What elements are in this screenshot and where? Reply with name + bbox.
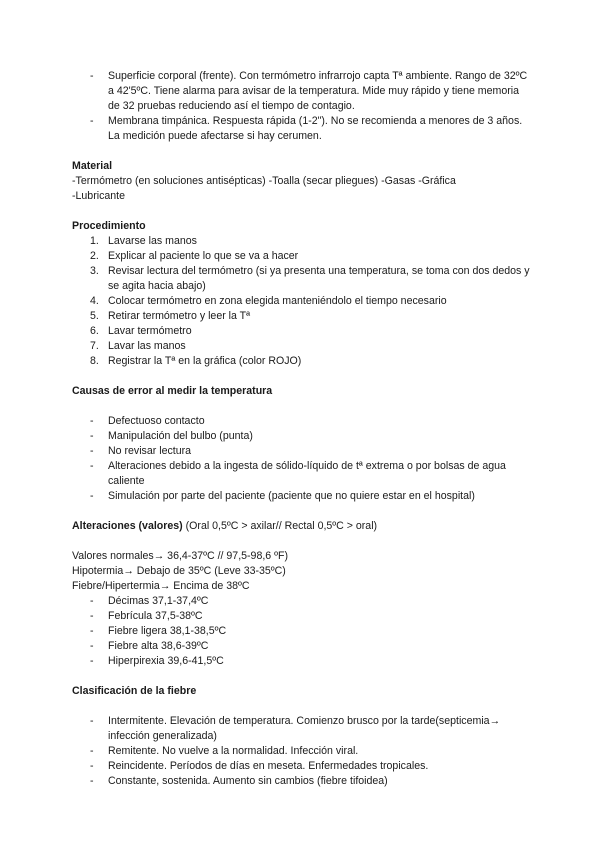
hipotermia-line: Hipotermia→ Debajo de 35ºC (Leve 33-35ºC) — [72, 565, 286, 577]
causas-heading: Causas de error al medir la temperatura — [72, 385, 273, 397]
intro-list — [72, 69, 532, 144]
list-item: 4. Colocar termómetro en zona elegida manteniéndolo el tiempo necesario — [90, 295, 447, 307]
list-item: - Defectuoso contacto — [90, 415, 205, 427]
fiebre-grados-list — [72, 594, 532, 669]
document-page — [72, 69, 532, 789]
material-line: -Termómetro (en soluciones antisépticas) -Toalla (secar pliegues) -Gasas -Gráfica — [72, 175, 456, 187]
fiebre-line: Fiebre/Hipertermia→ Encima de 38ºC — [72, 580, 250, 592]
list-item: - Reincidente. Períodos de días en meseta. Enfermedades tropicales. — [90, 760, 429, 772]
material-line: -Lubricante — [72, 190, 125, 202]
list-item: - Manipulación del bulbo (punta) — [90, 430, 253, 442]
clasificacion-list — [72, 714, 532, 789]
list-item: - Simulación por parte del paciente (paciente que no quiere estar en el hospital) — [90, 490, 475, 502]
list-item: - Membrana timpánica. Respuesta rápida (1-2"). No se recomienda a menores de 3 años. La medición puede afectarse si hay cerumen. — [90, 115, 523, 142]
list-item: - Fiebre alta 38,6-39ºC — [90, 640, 209, 652]
list-item: - Alteraciones debido a la ingesta de sólido-líquido de tª extrema o por bolsas de agua caliente — [90, 460, 506, 487]
list-item: - Décimas 37,1-37,4ºC — [90, 595, 209, 607]
list-item: 3. Revisar lectura del termómetro (si ya presenta una temperatura, se toma con dos dedos y se agita hacia abajo) — [90, 265, 530, 292]
list-item: 5. Retirar termómetro y leer la Tª — [90, 310, 251, 322]
list-item: 6. Lavar termómetro — [90, 325, 192, 337]
list-item: 7. Lavar las manos — [90, 340, 186, 352]
list-item: 1. Lavarse las manos — [90, 235, 197, 247]
causas-list — [72, 414, 532, 504]
list-item: - No revisar lectura — [90, 445, 192, 457]
list-item: - Remitente. No vuelve a la normalidad. Infección viral. — [90, 745, 359, 757]
list-item: - Intermitente. Elevación de temperatura. Comienzo brusco por la tarde(septicemia→ infección generalizada) — [90, 715, 501, 742]
list-item: 8. Registrar la Tª en la gráfica (color ROJO) — [90, 355, 302, 367]
alteraciones-heading: Alteraciones (valores) (Oral 0,5ºC > axilar// Rectal 0,5ºC > oral) — [72, 520, 378, 532]
list-item: 2. Explicar al paciente lo que se va a hacer — [90, 250, 299, 262]
clasificacion-heading: Clasificación de la fiebre — [72, 685, 197, 697]
procedimiento-heading: Procedimiento — [72, 220, 146, 232]
procedimiento-list — [72, 234, 532, 369]
list-item: - Febrícula 37,5-38ºC — [90, 610, 203, 622]
valores-normales: Valores normales→ 36,4-37ºC // 97,5-98,6 ºF) — [72, 550, 288, 562]
list-item: - Superficie corporal (frente). Con termómetro infrarrojo capta Tª ambiente. Rango de 32ºC a 42'5ºC. Tiene alarma para avisar de la temperatura. Mide muy rápido y tiene memoria de 32 pruebas reduciendo así el tiempo de contagio. — [90, 70, 528, 112]
list-item: - Fiebre ligera 38,1-38,5ºC — [90, 625, 227, 637]
material-heading: Material — [72, 160, 113, 172]
list-item: - Constante, sostenida. Aumento sin cambios (fiebre tifoidea) — [90, 775, 388, 787]
list-item: - Hiperpirexia 39,6-41,5ºC — [90, 655, 224, 667]
